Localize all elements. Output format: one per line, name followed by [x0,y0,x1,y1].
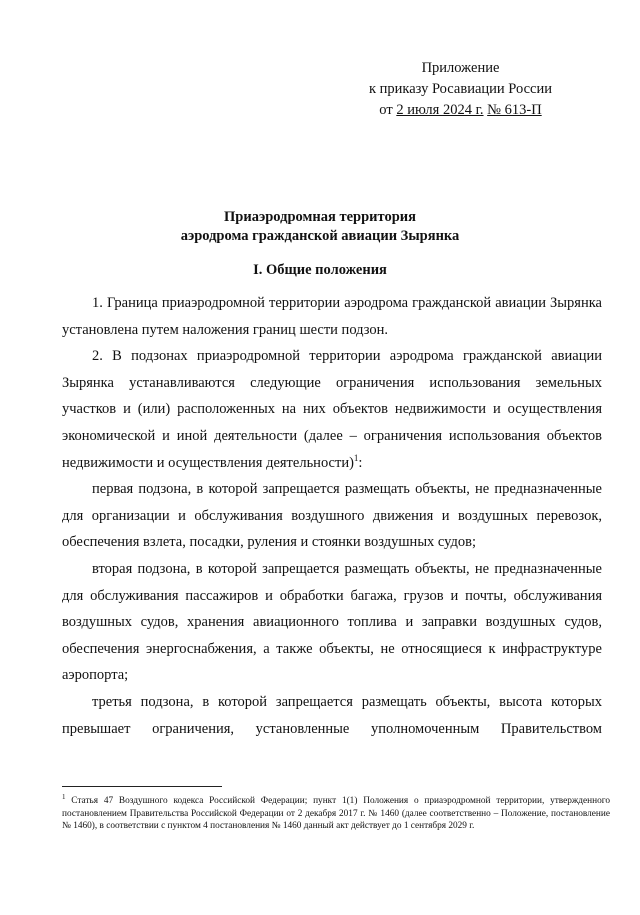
annex-label: Приложение [421,60,500,76]
annex-header [369,58,552,121]
document-title [0,208,640,246]
document-body [62,290,602,742]
footnote-reference: 1 [353,452,359,463]
document-title-line-1: Приаэродромная территория [224,209,416,225]
paragraph-first-subzone: первая подзона, в которой запрещается размещать объекты, не предназначенные для организации и обслуживания воздушного движения и воздушных перевозок, обеспечения взлета, посадки, руления и стоянки воздушных судов; [62,481,602,551]
paragraph-2 [62,343,602,476]
footnote-marker: 1 [62,792,66,801]
paragraph-second-subzone: вторая подзона, в которой запрещается размещать объекты, не предназначенные для обслуживания пассажиров и обработки багажа, грузов и почты, обслуживания воздушных судов, хранения авиационного топлива и заправки воздушных судов, обеспечения энергоснабжения, а также объекты, не относящиеся к инфраструктуре аэропорта; [62,560,602,684]
document-title-line-2: аэродрома гражданской авиации Зырянка [180,228,460,244]
section-heading: I. Общие положения [253,262,387,278]
footnote-divider [62,786,222,787]
annex-number: № 613-П [487,102,542,118]
paragraph-2-text: 2. В подзонах приаэродромной территории аэродрома гражданской авиации Зырянка устанавливаются следующие ограничения использования земельных участков и (или) расположенных на них объектов недвижимости и осуществления экономической и иной деятельности (далее – ограничения использования объектов недвижимости и осуществления деятельности) [62,348,602,471]
footnote [62,792,610,833]
annex-order-reference: к приказу Росавиации России [368,81,552,97]
paragraph-third-subzone: третья подзона, в которой запрещается размещать объекты, высота которых превышает ограничения, установленные уполномоченным Правительством [62,693,602,737]
footnote-text: Статья 47 Воздушного кодекса Российской Федерации; пункт 1(1) Положения о приаэродромной территории, утвержденного постановлением Правительства Российской Федерации от 2 декабря 2017 г. № 1460 (далее соответственно – Положение, постановление № 1460), в соответствии с пунктом 4 постановления № 1460 данный акт действует до 1 сентября 2029 г. [62,796,610,832]
annex-date: 2 июля 2024 г. [396,102,484,118]
paragraph-2-end: : [358,454,363,471]
paragraph-1: 1. Граница приаэродромной территории аэродрома гражданской авиации Зырянка установлена путем наложения границ шести подзон. [62,295,602,338]
annex-date-number [369,100,552,121]
annex-date-prefix: от [379,102,397,118]
